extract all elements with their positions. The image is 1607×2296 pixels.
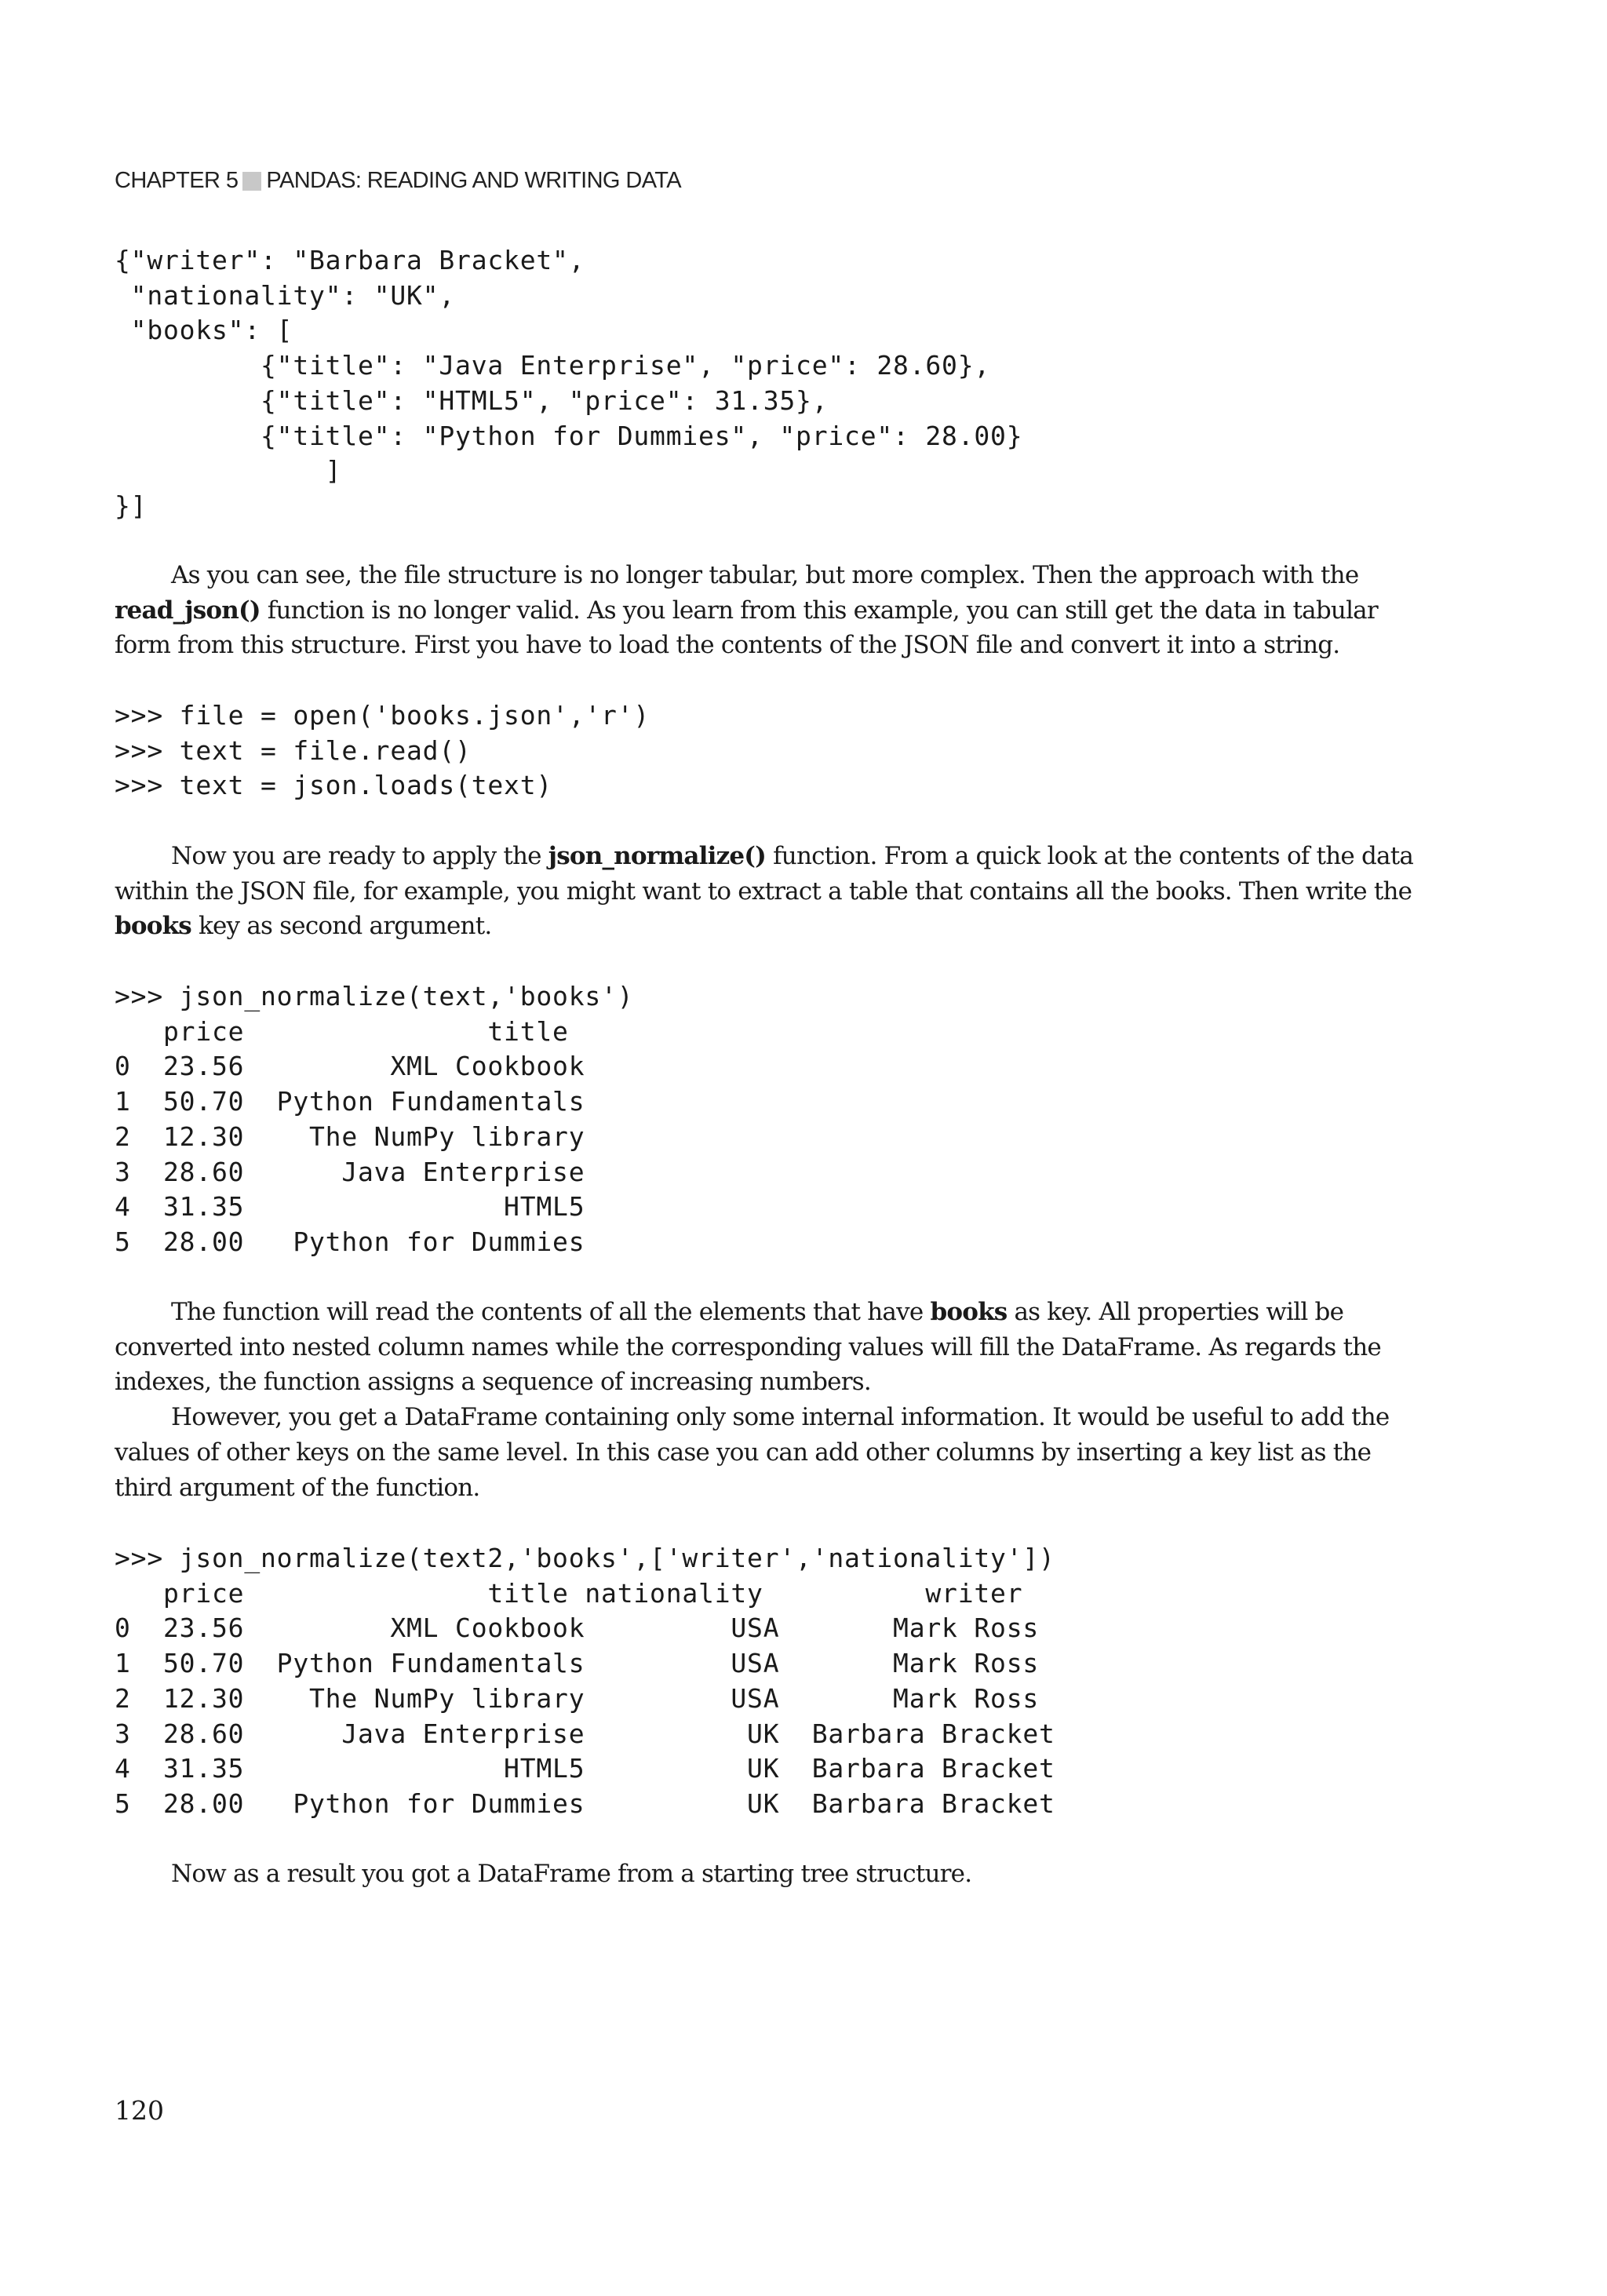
paragraph-file-structure [115,558,1433,663]
paragraph-add-columns: However, you get a DataFrame containing only some internal information. It would be useful to add the values of other keys on the same level. In this case you can add other columns by inserting a key list as the third argument of the function. [115,1403,1390,1502]
inline-code-json-normalize: json_normalize() [548,842,767,870]
text-run: As you can see, the file structure is no longer tabular, but more complex. Then the approach with the [171,561,1359,589]
inline-code-read-json: read_json() [115,596,261,625]
inline-keyword-books: books [930,1298,1008,1326]
text-run: key as second argument. [191,912,492,941]
text-run: function. From a quick look at the contents of the data within the JSON file, for example, you might want to extract a table that contains all the books. Then write the [115,842,1414,906]
inline-keyword-books: books [115,912,191,941]
text-run: as key. All properties will be converted into nested column names while the corresponding values will fill the DataFrame. As regards the indexes, the function assigns a sequence of increasing numbers. [115,1298,1381,1397]
text-run: The function will read the contents of all the elements that have [171,1298,931,1326]
separator-square-icon [242,172,261,191]
code-json-example: {"writer": "Barbara Bracket", "nationality": "UK", "books": [ {"title": "Java Enterprise", "price": 28.60}, {"title": "HTML5", "price": 31.35}, {"title": "Python for Dummies", "price": 28.00} ] }] [115,245,1023,521]
code-normalize-books: >>> json_normalize(text,'books') price title 0 23.56 XML Cookbook 1 50.70 Python Fundamentals 2 12.30 The NumPy library 3 28.60 Java Enterprise 4 31.35 HTML5 5 28.00 Python for Dummies [115,981,634,1257]
paragraph-function-explanation [115,1295,1433,1505]
chapter-label: CHAPTER 5 [115,168,239,193]
code-load-json: >>> file = open('books.json','r') >>> text = file.read() >>> text = json.loads(text) [115,700,650,801]
paragraph-conclusion [115,1857,1433,1892]
conclusion-text: Now as a result you got a DataFrame from a starting tree structure. [171,1860,972,1888]
text-run: function is no longer valid. As you learn from this example, you can still get the data in tabular form from this structure. First you have to load the contents of the JSON file and convert it into a string. [115,596,1378,660]
chapter-title: PANDAS: READING AND WRITING DATA [266,168,681,193]
code-normalize-full: >>> json_normalize(text2,'books',['writer','nationality']) price title nationality writer 0 23.56 XML Cookbook USA Mark Ross 1 50.70 Python Fundamentals USA Mark Ross 2 12.30 The NumPy library USA Mark Ross 3 28.60 Java Enterprise UK Barbara Bracket 4 31.35 HTML5 UK Barbara Bracket 5 28.00 Python for Dummies UK Barbara Bracket [115,1543,1055,1819]
text-run: Now you are ready to apply the [171,842,548,870]
running-head [115,168,681,194]
paragraph-json-normalize [115,839,1433,944]
page-number: 120 [115,2095,164,2126]
